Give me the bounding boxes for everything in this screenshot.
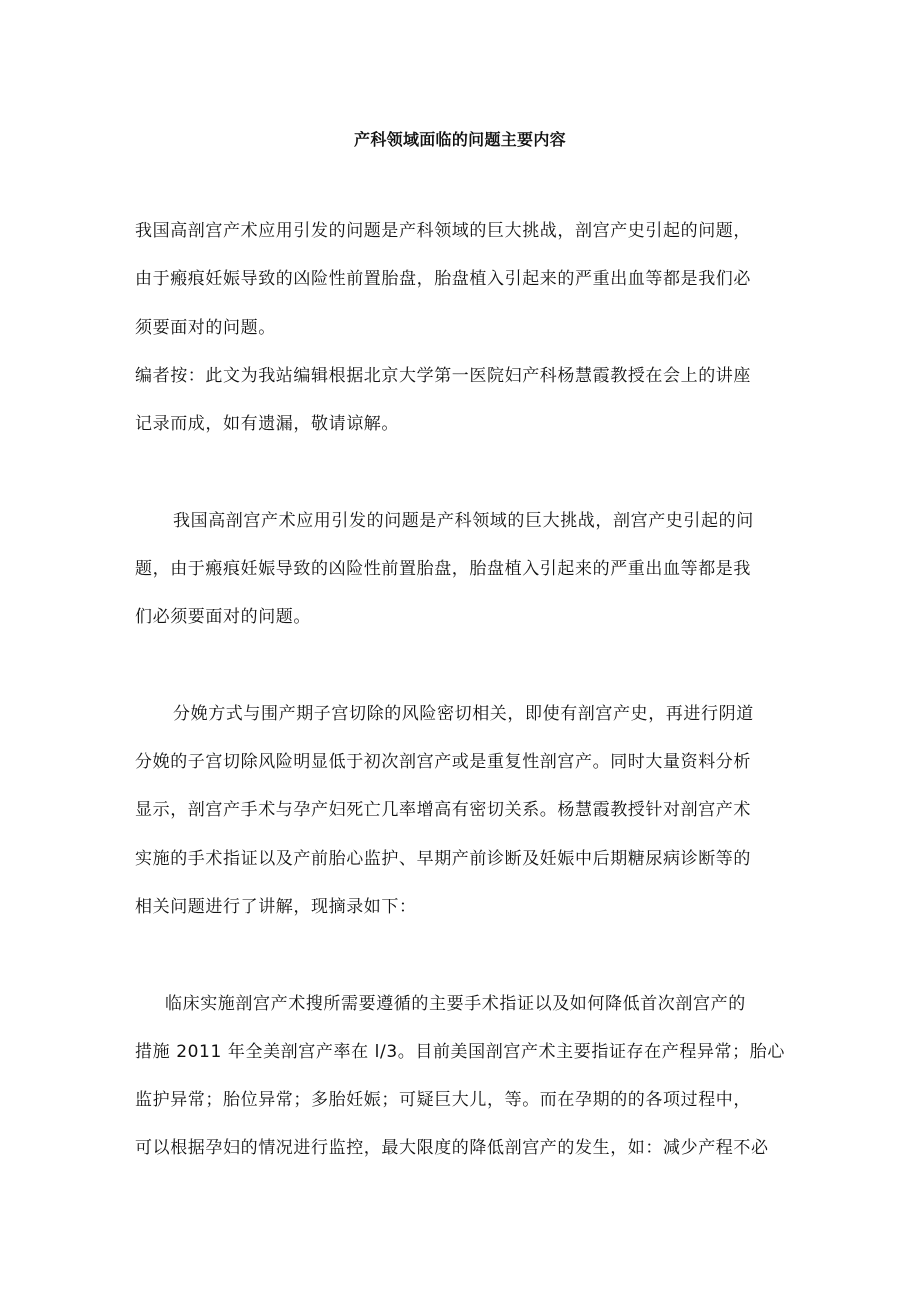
- paragraph-line: 可以根据孕妇的情况进行监控，最大限度的降低剖宫产的发生，如：减少产程不必: [135, 1138, 769, 1158]
- paragraph-line: 临床实施剖宫产术搜所需要遵循的主要手术指证以及如何降低首次剖宫产的: [165, 994, 746, 1014]
- paragraph-line: 分娩的子宫切除风险明显低于初次剖宫产或是重复性剖宫产。同时大量资料分析: [135, 752, 751, 772]
- paragraph-line: 分娩方式与围产期子宫切除的风险密切相关，即使有剖宫产史，再进行阴道: [173, 704, 754, 724]
- paragraph-line: 由于瘢痕妊娠导致的凶险性前置胎盘，胎盘植入引起来的严重出血等都是我们必: [135, 269, 751, 289]
- editor-note-line: 记录而成，如有遗漏，敬请谅解。: [135, 414, 399, 434]
- paragraph-line: 显示，剖宫产手术与孕产妇死亡几率增高有密切关系。杨慧霞教授针对剖宫产术: [135, 800, 751, 820]
- paragraph-line: 题，由于瘢痕妊娠导致的凶险性前置胎盘，胎盘植入引起来的严重出血等都是我: [135, 559, 751, 579]
- paragraph-line: 实施的手术指证以及产前胎心监护、早期产前诊断及妊娠中后期糖尿病诊断等的: [135, 849, 751, 869]
- paragraph-line: 相关问题进行了讲解，现摘录如下：: [135, 897, 417, 917]
- paragraph-line: 我国高剖宫产术应用引发的问题是产科领域的巨大挑战，剖宫产史引起的问: [173, 511, 754, 531]
- paragraph-line: 们必须要面对的问题。: [135, 607, 311, 627]
- paragraph-line: 我国高剖宫产术应用引发的问题是产科领域的巨大挑战，剖宫产史引起的问题，: [135, 221, 751, 241]
- paragraph-line: 措施 2011 年全美剖宫产率在 l/3。目前美国剖宫产术主要指证存在产程异常；胎心: [135, 1042, 785, 1062]
- document-title: 产科领域面临的问题主要内容: [354, 130, 566, 149]
- paragraph-line: 监护异常；胎位异常；多胎妊娠；可疑巨大儿，等。而在孕期的的各项过程中，: [135, 1090, 751, 1110]
- paragraph-line: 须要面对的问题。: [135, 318, 276, 338]
- editor-note-line: 编者按：此文为我站编辑根据北京大学第一医院妇产科杨慧霞教授在会上的讲座: [135, 366, 751, 386]
